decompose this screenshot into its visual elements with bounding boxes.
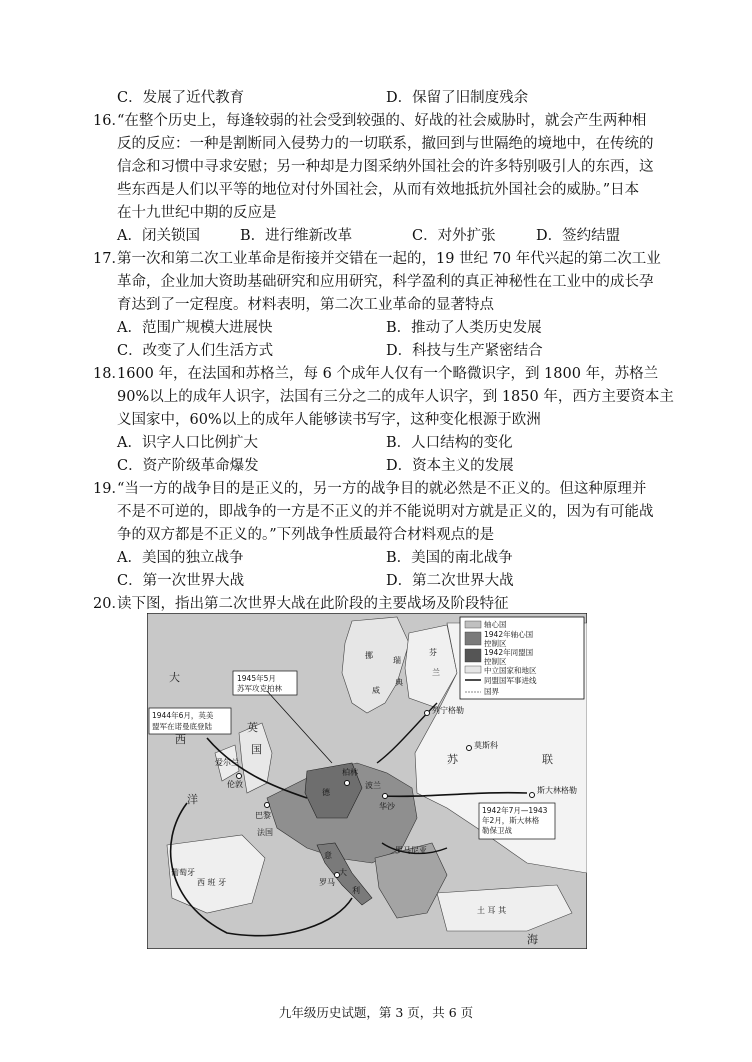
label-finland-1: 芬 [429,648,437,657]
q16-option-c: C．对外扩张 [412,228,496,244]
label-norway-1: 挪 [365,651,373,660]
q18-option-a: A．识字人口比例扩大 [117,435,258,451]
legend-swatch-axis [465,621,481,628]
q16-line-1: “在整个历史上，每逢较弱的社会受到较强的、好战的社会威胁时，就会产生两种相 [117,113,647,129]
q18-option-b: B．人口结构的变化 [386,435,513,451]
legend-label-5: 控制区 [484,657,507,666]
label-italy-3: 利 [352,886,360,895]
q19-line-3: 争的双方都是不正义的。”下列战争性质最符合材料观点的是 [117,527,495,543]
q19-option-b: B．美国的南北战争 [386,550,513,566]
legend-label-6: 中立国家和地区 [484,666,537,675]
label-berlin: 柏林 [342,768,358,777]
legend-label-2: 1942年轴心国 [484,630,534,639]
label-portugal: 葡萄牙 [171,868,195,877]
q19-option-a: A．美国的独立战争 [117,550,244,566]
paris-dot [265,803,270,808]
q18-number: 18． [93,366,126,382]
q16-line-2: 反的反应：一种是割断同入侵势力的一切联系，撤回到与世隔绝的境地中，在传统的 [117,136,654,152]
q19-number: 19． [93,481,126,497]
callout-1945-line2: 苏军攻克柏林 [237,684,282,693]
q15-option-d: D．保留了旧制度残余 [386,90,529,106]
label-stalingrad: 斯大林格勒 [537,786,577,795]
label-ussr-2: 联 [542,753,553,766]
q16-line-4: 些东西是人们以平等的地位对付外国社会，从而有效地抵抗外国社会的威胁。”日本 [117,182,640,198]
label-london: 伦敦 [227,780,243,789]
label-warsaw: 华沙 [379,802,395,811]
ww2-europe-map [147,613,587,949]
legend-swatch-neutral [465,666,481,673]
q18-line-3: 义国家中，60%以上的成年人能够读书写字，这种变化根源于欧洲 [117,412,541,428]
q16-line-5: 在十九世纪中期的反应是 [117,205,277,221]
q17-line-1: 第一次和第二次工业革命是衔接并交错在一起的，19 世纪 70 年代兴起的第二次工业 [117,251,661,267]
q17-line-2: 革命，企业加大资助基础研究和应用研究，科学盈利的真正神秘性在工业中的成长孕 [117,274,654,290]
callout-1942-line3: 勒保卫战 [482,826,512,835]
label-ocean-2: 西 [175,733,186,746]
label-ussr-1: 苏 [447,753,458,766]
q20-number: 20． [93,596,126,612]
label-ireland: 爱尔兰 [215,758,239,767]
label-poland: 波兰 [365,781,381,790]
label-paris: 巴黎 [255,811,271,820]
stalingrad-dot [530,793,535,798]
q17-number: 17． [93,251,126,267]
q17-option-a: A．范围广规模大进展快 [117,320,273,336]
label-britain-2: 国 [251,743,262,756]
label-italy-2: 大 [339,868,347,877]
label-rome: 罗马 [319,878,335,887]
q19-line-2: 不是不可逆的，即战争的一方是不正义的并不能说明对方就是正义的，因为有可能战 [117,504,654,520]
callout-1944-line2: 盟军在诺曼底登陆 [152,722,212,731]
legend-label-1: 轴心国 [484,620,507,629]
label-sea: 海 [527,933,538,946]
label-turkey: 土 耳 其 [477,906,507,915]
label-leningrad: 列宁格勒 [432,706,464,715]
q20-line: 读下图，指出第二次世界大战在此阶段的主要战场及阶段特征 [117,596,509,612]
q15-option-c: C．发展了近代教育 [117,90,245,106]
legend-label-8: 国界 [484,687,499,696]
q18-line-1: 1600 年，在法国和苏格兰，每 6 个成年人仅有一个略微识字，到 1800 年，苏格兰 [117,366,659,382]
label-finland-2: 兰 [432,668,440,677]
label-sweden-1: 瑞 [393,656,401,665]
label-ocean-3: 洋 [187,793,198,806]
label-sweden-2: 典 [395,678,403,687]
q16-number: 16． [93,113,126,129]
q18-line-2: 90%以上的成年人识字，法国有三分之二的成年人识字，到 1850 年，西方主要资本主 [117,389,674,405]
callout-1944-line1: 1944年6月，英美 [152,711,214,720]
q17-line-3: 育达到了一定程度。材料表明，第二次工业革命的显著特点 [117,297,494,313]
warsaw-dot [383,794,388,799]
callout-1945-line1: 1945年5月 [237,674,276,683]
berlin-dot [345,781,350,786]
q16-option-d: D．签约结盟 [536,228,621,244]
legend-label-4: 1942年同盟国 [484,648,534,657]
label-ocean-1: 大 [169,671,180,684]
label-italy-1: 意 [324,851,332,860]
q17-option-b: B．推动了人类历史发展 [386,320,542,336]
q17-option-d: D．科技与生产紧密结合 [386,343,543,359]
q19-option-c: C．第一次世界大战 [117,573,245,589]
legend-label-7: 同盟国军事进线 [484,676,537,685]
q18-option-c: C．资产阶级革命爆发 [117,458,259,474]
q17-option-c: C．改变了人们生活方式 [117,343,274,359]
label-moscow: 莫斯科 [474,741,498,750]
leningrad-dot [425,711,430,716]
q16-option-b: B．进行维新改革 [240,228,353,244]
moscow-dot [467,746,472,751]
label-germany: 德 [322,788,330,797]
q19-option-d: D．第二次世界大战 [386,573,514,589]
legend-swatch-allies-1942 [465,649,481,662]
q16-line-3: 信念和习惯中寻求安慰；另一种却是力图采纳外国社会的许多特别吸引人的东西，这 [117,159,654,175]
q19-line-1: “当一方的战争目的是正义的，另一方的战争目的就必然是不正义的。但这种原理并 [117,481,647,497]
label-france: 法国 [257,828,273,837]
label-romania: 罗马尼亚 [395,846,427,855]
legend-label-3: 控制区 [484,639,507,648]
q16-option-a: A．闭关锁国 [117,228,200,244]
label-spain: 西 班 牙 [197,878,227,887]
label-britain-1: 英 [247,721,258,734]
q18-option-d: D．资本主义的发展 [386,458,514,474]
label-norway-2: 威 [372,686,380,695]
london-dot [237,774,242,779]
callout-1942-line1: 1942年7月—1943 [482,806,548,815]
legend-swatch-axis-1942 [465,632,481,645]
page-footer: 九年级历史试题，第 3 页，共 6 页 [278,1005,474,1020]
callout-1942-line2: 年2月，斯大林格 [482,816,540,825]
